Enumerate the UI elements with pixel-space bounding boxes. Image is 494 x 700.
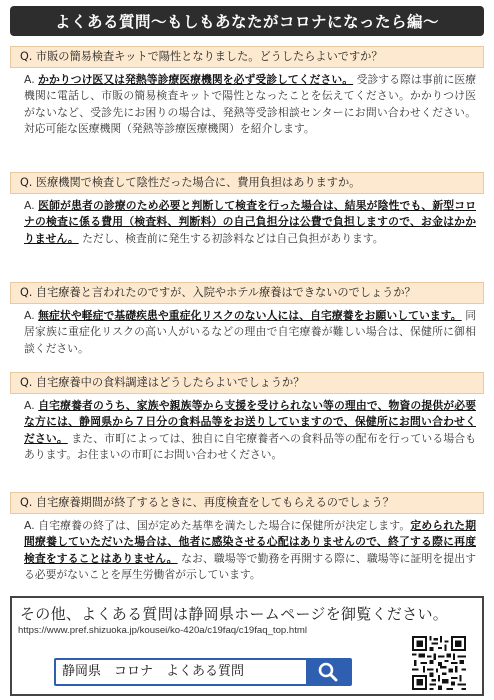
faq-answer: [10, 304, 484, 357]
faq-answer: [10, 68, 484, 138]
faq-question: Q. 自宅療養期間が終了するときに、再度検査をしてもらえるのでしょう？: [10, 492, 484, 514]
answer-text: また、市町によっては、独自に自宅療養者への食料品等の配布を行っている場合もあります。お住まいの市町にお問い合わせください。: [24, 431, 476, 462]
faq-question: Q. 自宅療養中の食料調達はどうしたらよいでしょうか？: [10, 372, 484, 394]
footer-title: その他、よくある質問は静岡県ホームページを御覧ください。: [20, 605, 449, 623]
footer-url-link[interactable]: https://www.pref.shizuoka.jp/kousei/ko-420a/c19faq/c19faq_top.html: [18, 625, 308, 636]
faq-item: [10, 172, 484, 247]
answer-text: A. 自宅療養の終了は、国が定めた基準を満たした場合に保健所が決定します。: [24, 519, 411, 532]
answer-highlight-text: 無症状や軽症で基礎疾患や重症化リスクのない人には、自宅療養をお願いしています。: [38, 309, 462, 322]
answer-text: ただし、検査前に発生する初診料などは自己負担があります。: [78, 231, 384, 245]
faq-answer: [10, 394, 484, 464]
search-box[interactable]: [54, 658, 352, 686]
search-button[interactable]: [306, 660, 350, 684]
faq-question: Q. 市販の簡易検査キットで陽性となりました。どうしたらよいですか？: [10, 46, 484, 68]
answer-text: 同居家族に重症化リスクの高い人がいるなどの理由で自宅療養が難しい場合は、保健所に御相談ください。: [24, 309, 477, 355]
search-input[interactable]: 静岡県 コロナ よくある質問: [62, 664, 245, 679]
answer-highlight-text: かかりつけ医又は発熱等診療医療機関を必ず受診してください。: [38, 73, 354, 86]
faq-question: Q. 医療機関で検査して陰性だった場合に、費用負担はありますか。: [10, 172, 484, 194]
faq-question: Q. 自宅療養と言われたのですが、入院やホテル療養はできないのでしょうか？: [10, 282, 484, 304]
faq-answer: [10, 514, 484, 584]
answer-text: A.: [24, 399, 39, 412]
answer-text: 受診する際は事前に医療機関に電話し、市販の簡易検査キットで陽性となったことを伝えてください。かかりつけ医がないなど、受診先にお困りの場合は、発熱等受診相談センターにお問い合わせください。対応可能な医療機関（発熱等診療医療機関）を紹介します。: [24, 73, 476, 136]
footer-info-box: [10, 596, 484, 696]
faq-item: [10, 282, 484, 357]
answer-highlight-text: 定められた期間療養していただいた場合は、他者に感染させる心配はありませんので、終了する際に再度検査をすることはありません。: [24, 519, 476, 565]
faq-answer: [10, 194, 484, 247]
answer-text: A.: [24, 73, 39, 86]
faq-item: [10, 372, 484, 464]
search-icon: [317, 661, 339, 683]
page-title: よくある質問〜もしもあなたがコロナになったら編〜: [10, 6, 484, 36]
answer-text: A.: [24, 199, 39, 212]
qr-code-icon[interactable]: [412, 636, 466, 690]
answer-text: なお、職場等で勤務を再開する際に、職場等に証明を提出する必要がないことを厚生労働省が示しています。: [24, 551, 476, 582]
faq-item: [10, 46, 484, 138]
answer-highlight-text: 医師が患者の診療のため必要と判断して検査を行った場合は、結果が陰性でも、新型コロナの検査に係る費用（検査料、判断料）の自己負担分は公費で負担しますので、お金はかかりません。: [24, 199, 477, 245]
answer-highlight-text: 自宅療養者のうち、家族や親族等から支援を受けられない等の理由で、物資の提供が必要な方には、静岡県から７日分の食料品等をお送りしていますので、保健所にお問い合わせください。: [24, 399, 476, 445]
answer-text: A.: [24, 309, 39, 322]
faq-item: [10, 492, 484, 584]
